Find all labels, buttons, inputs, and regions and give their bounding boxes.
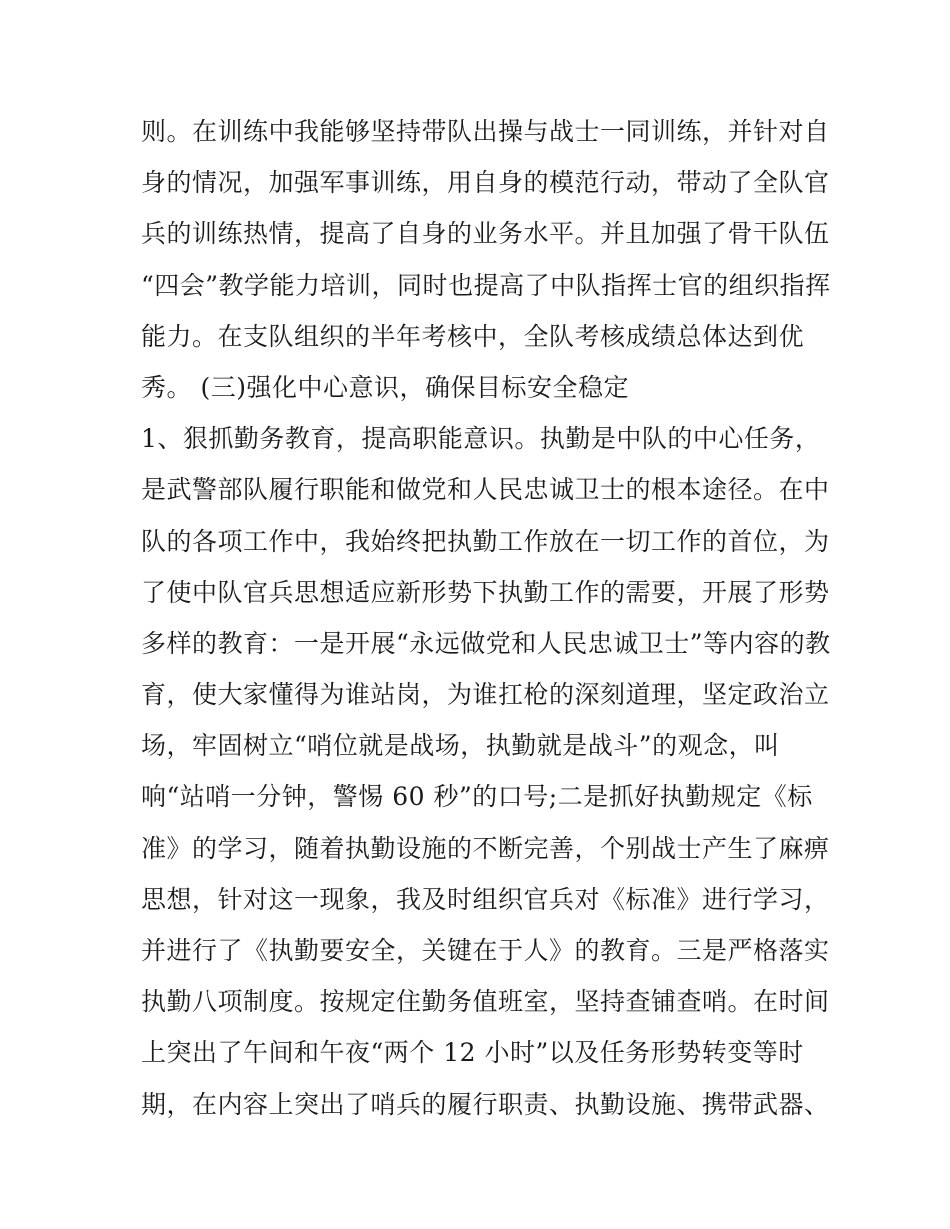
text-line: 是武警部队履行职能和做党和人民忠诚卫士的根本途径。在中 xyxy=(141,475,830,505)
text-line: “四会”教学能力培训，同时也提高了中队指挥士官的组织指挥 xyxy=(141,270,831,300)
text-line: 执勤八项制度。按规定住勤务值班室，坚持查铺查哨。在时间 xyxy=(141,987,830,1017)
body-text xyxy=(141,106,831,1130)
text-line: 上突出了午间和午夜“两个 12 小时”以及任务形势转变等时 xyxy=(141,1038,804,1068)
text-line: 育，使大家懂得为谁站岗，为谁扛枪的深刻道理，坚定政治立 xyxy=(141,680,830,710)
text-line: 身的情况，加强军事训练，用自身的模范行动，带动了全队官 xyxy=(141,168,830,198)
text-line: 场，牢固树立“哨位就是战场，执勤就是战斗”的观念，叫 xyxy=(141,731,780,761)
text-line: 1、狠抓勤务教育，提高职能意识。执勤是中队的中心任务， xyxy=(141,424,821,454)
text-line: 响“站哨一分钟，警惕 60 秒”的口号;二是抓好执勤规定《标 xyxy=(141,782,813,812)
text-line: 多样的教育：一是开展“永远做党和人民忠诚卫士”等内容的教 xyxy=(141,628,831,658)
text-line: 期，在内容上突出了哨兵的履行职责、执勤设施、携带武器、 xyxy=(141,1089,830,1119)
text-line: 思想，针对这一现象，我及时组织官兵对《标准》进行学习， xyxy=(141,884,830,914)
text-line: 秀。 (三)强化中心意识，确保目标安全稳定 xyxy=(141,372,629,402)
text-line: 准》的学习，随着执勤设施的不断完善，个别战士产生了麻痹 xyxy=(141,833,830,863)
text-line: 则。在训练中我能够坚持带队出操与战士一同训练，并针对自 xyxy=(141,117,830,146)
text-line: 队的各项工作中，我始终把执勤工作放在一切工作的首位，为 xyxy=(141,526,830,556)
text-line: 了使中队官兵思想适应新形势下执勤工作的需要，开展了形势 xyxy=(141,577,830,607)
text-line: 并进行了《执勤要安全，关键在于人》的教育。三是严格落实 xyxy=(141,936,830,965)
text-line: 兵的训练热情，提高了自身的业务水平。并且加强了骨干队伍 xyxy=(141,219,830,249)
text-line: 能力。在支队组织的半年考核中，全队考核成绩总体达到优 xyxy=(141,321,805,351)
